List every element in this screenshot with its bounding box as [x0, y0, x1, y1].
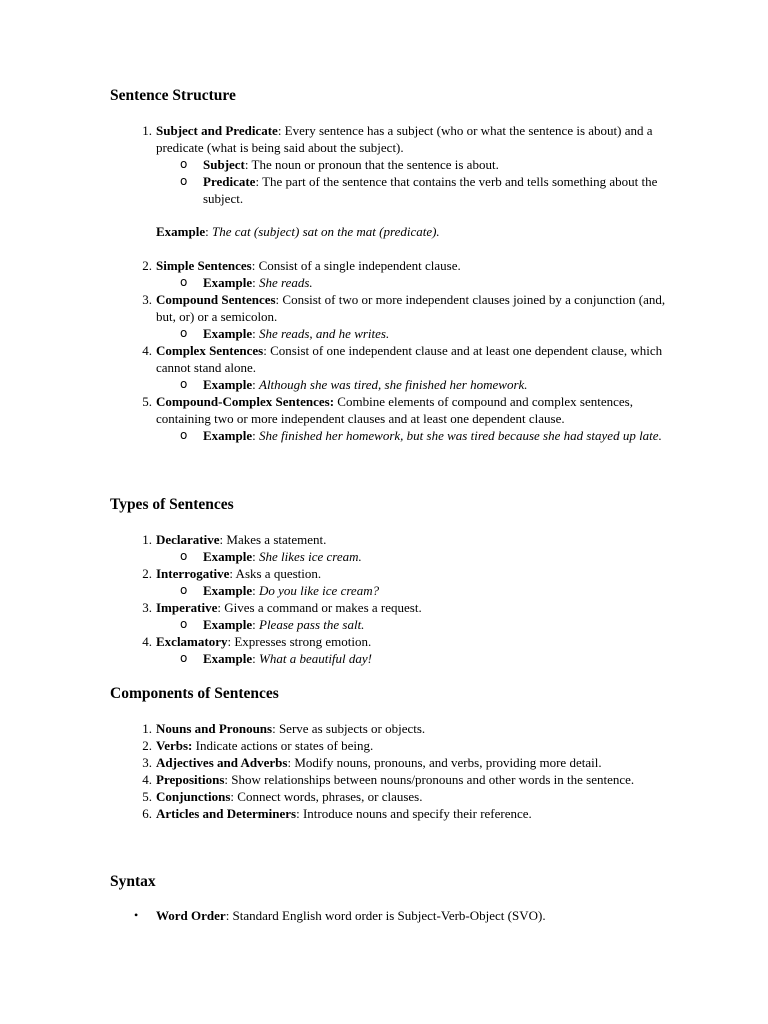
sub-description: : The noun or pronoun that the sentence is about.: [244, 157, 499, 172]
example-label: Example: [203, 275, 253, 290]
example-text: She finished her homework, but she was tired because she had stayed up late.: [259, 428, 662, 443]
circle-bullet-icon: o: [180, 326, 188, 340]
list-item: [110, 805, 670, 822]
sub-list-item: [156, 274, 670, 291]
item-number: 4.: [142, 343, 152, 358]
item-number: 3.: [142, 600, 152, 615]
example-label: Example: [203, 651, 253, 666]
list-item: [110, 393, 670, 444]
list-item: [110, 122, 670, 207]
example-text: She likes ice cream.: [259, 549, 362, 564]
example-label: Example: [203, 428, 253, 443]
sub-list: [156, 274, 670, 291]
sub-list: [156, 376, 670, 393]
sub-description: : The part of the sentence that contains the verb and tells something about the subject.: [203, 174, 658, 206]
components-of-sentences-list: [110, 720, 670, 822]
item-description: : Consist of one independent clause and at least one dependent clause, which cannot stand alone.: [156, 343, 663, 375]
list-item: [110, 633, 670, 667]
circle-bullet-icon: o: [180, 377, 188, 391]
item-term: Interrogative: [156, 566, 230, 581]
item-description: : Consist of a single independent clause.: [251, 258, 461, 273]
sub-list: [156, 325, 670, 342]
list-item: [110, 771, 670, 788]
sub-list-item: [156, 548, 670, 565]
circle-bullet-icon: o: [180, 157, 188, 171]
list-item: [110, 907, 670, 924]
sub-list-item: [156, 582, 670, 599]
list-item: [110, 531, 670, 565]
syntax-list: [110, 907, 670, 924]
item-number: 4.: [142, 634, 152, 649]
sub-list-item: [156, 173, 670, 207]
example-label: Example: [203, 377, 253, 392]
sentence-structure-list: [110, 122, 670, 444]
example-label: Example: [203, 549, 253, 564]
example-separator: :: [252, 275, 259, 290]
sub-term: Subject: [203, 157, 245, 172]
item-term: Complex Sentences: [156, 343, 264, 358]
item-term: Simple Sentences: [156, 258, 252, 273]
circle-bullet-icon: o: [180, 651, 188, 665]
item-description: : Show relationships between nouns/pronouns and other words in the sentence.: [224, 772, 635, 787]
heading-syntax: Syntax: [110, 873, 156, 890]
item-term: Imperative: [156, 600, 218, 615]
item-term: Verbs:: [156, 738, 193, 753]
circle-bullet-icon: o: [180, 275, 188, 289]
heading-sentence-structure: Sentence Structure: [110, 87, 236, 104]
example-separator: :: [252, 583, 259, 598]
example-text: Please pass the salt.: [259, 617, 365, 632]
sub-list: [156, 427, 670, 444]
item-term: Compound Sentences: [156, 292, 276, 307]
item-number: 5.: [142, 394, 152, 409]
item-description: : Modify nouns, pronouns, and verbs, providing more detail.: [287, 755, 602, 770]
item-description: : Standard English word order is Subject-Verb-Object (SVO).: [225, 908, 546, 923]
example-label: Example: [156, 224, 206, 239]
list-item: [110, 720, 670, 737]
types-of-sentences-list: [110, 531, 670, 667]
circle-bullet-icon: o: [180, 174, 188, 188]
list-item: [110, 737, 670, 754]
item-description: : Makes a statement.: [219, 532, 327, 547]
list-item: [110, 754, 670, 771]
item-term: Subject and Predicate: [156, 123, 278, 138]
item-term: Compound-Complex Sentences:: [156, 394, 335, 409]
circle-bullet-icon: o: [180, 583, 188, 597]
sub-list: [156, 582, 670, 599]
example-paragraph: [110, 223, 670, 240]
example-text: What a beautiful day!: [259, 651, 373, 666]
item-number: 5.: [142, 789, 152, 804]
sub-list-item: [156, 376, 670, 393]
item-description: : Expresses strong emotion.: [227, 634, 372, 649]
item-term: Nouns and Pronouns: [156, 721, 273, 736]
sub-list: [156, 650, 670, 667]
item-description: : Gives a command or makes a request.: [217, 600, 422, 615]
list-item: [110, 565, 670, 599]
item-term: Prepositions: [156, 772, 225, 787]
bullet-icon: •: [134, 908, 139, 922]
sub-list: [156, 616, 670, 633]
item-description: : Asks a question.: [229, 566, 322, 581]
circle-bullet-icon: o: [180, 428, 188, 442]
example-separator: :: [252, 549, 259, 564]
list-item: [110, 342, 670, 393]
item-number: 3.: [142, 292, 152, 307]
example-text: She reads.: [259, 275, 313, 290]
heading-components-of-sentences: Components of Sentences: [110, 685, 279, 702]
circle-bullet-icon: o: [180, 549, 188, 563]
item-number: 2.: [142, 738, 152, 753]
sub-list: [156, 548, 670, 565]
item-description: : Every sentence has a subject (who or what the sentence is about) and a predicate (what is being said about the subject).: [156, 123, 653, 155]
heading-types-of-sentences: Types of Sentences: [110, 496, 234, 513]
item-number: 1.: [142, 721, 152, 736]
item-term: Word Order: [156, 908, 226, 923]
example-separator: :: [252, 377, 259, 392]
item-description: : Connect words, phrases, or clauses.: [230, 789, 423, 804]
item-description: Indicate actions or states of being.: [192, 738, 374, 753]
item-description: Combine elements of compound and complex sentences, containing two or more independent clauses and at least one dependent clause.: [156, 394, 633, 426]
item-description: : Introduce nouns and specify their reference.: [296, 806, 532, 821]
item-term: Adjectives and Adverbs: [156, 755, 288, 770]
list-item: [110, 788, 670, 805]
list-item: [110, 291, 670, 342]
example-text: The cat (subject) sat on the mat (predicate).: [212, 224, 440, 239]
item-number: 3.: [142, 755, 152, 770]
sub-list-item: [156, 650, 670, 667]
example-text: Do you like ice cream?: [259, 583, 380, 598]
item-number: 1.: [142, 123, 152, 138]
item-description: : Consist of two or more independent clauses joined by a conjunction (and, but, or) or a semicolon.: [156, 292, 666, 324]
item-term: Exclamatory: [156, 634, 228, 649]
item-number: 1.: [142, 532, 152, 547]
example-separator: :: [252, 428, 259, 443]
sub-list-item: [156, 427, 670, 444]
example-separator: :: [252, 326, 259, 341]
item-description: : Serve as subjects or objects.: [272, 721, 426, 736]
list-item: [110, 599, 670, 633]
sub-list-item: [156, 616, 670, 633]
sub-list-item: [156, 325, 670, 342]
example-separator: :: [205, 224, 212, 239]
item-term: Conjunctions: [156, 789, 231, 804]
example-separator: :: [252, 617, 259, 632]
example-label: Example: [203, 583, 253, 598]
item-number: 4.: [142, 772, 152, 787]
item-term: Declarative: [156, 532, 220, 547]
sub-list: [156, 156, 670, 207]
item-number: 2.: [142, 566, 152, 581]
sub-list-item: [156, 156, 670, 173]
circle-bullet-icon: o: [180, 617, 188, 631]
example-separator: :: [252, 651, 259, 666]
sub-term: Predicate: [203, 174, 256, 189]
example-text: Although she was tired, she finished her homework.: [259, 377, 528, 392]
item-number: 6.: [142, 806, 152, 821]
example-text: She reads, and he writes.: [259, 326, 390, 341]
item-number: 2.: [142, 258, 152, 273]
example-label: Example: [203, 326, 253, 341]
item-term: Articles and Determiners: [156, 806, 297, 821]
list-item: [110, 257, 670, 291]
example-label: Example: [203, 617, 253, 632]
